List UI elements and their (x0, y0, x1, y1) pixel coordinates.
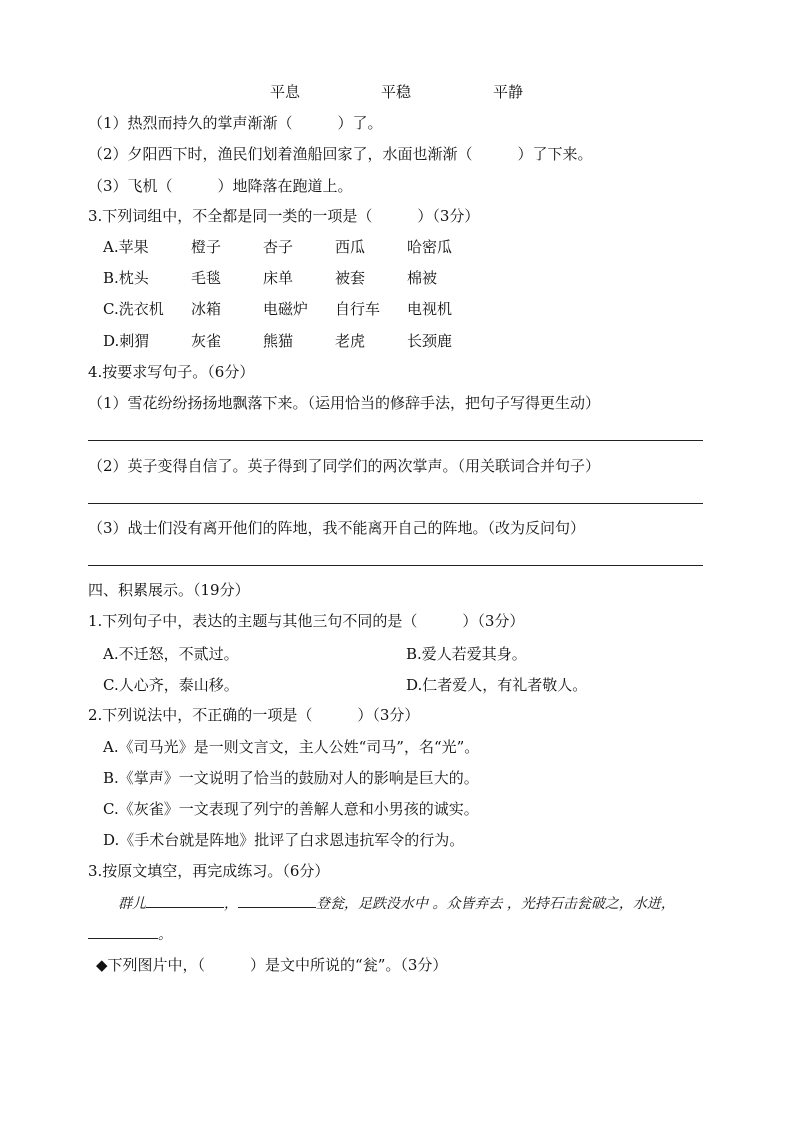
section-heading: 四、积累展示。（19分） (88, 581, 250, 599)
q3-row-b-4: 被套 (335, 269, 366, 287)
q3-row-a-4: 西瓜 (335, 238, 366, 256)
passage-end: 。 (158, 927, 172, 943)
q4-item-3: （3）战士们没有离开他们的阵地，我不能离开自己的阵地。（改为反问句） (88, 519, 586, 537)
s4-q1-option-a: A.不迁怒，不贰过。 (103, 645, 239, 663)
q3-row-d-2: 灰雀 (191, 332, 222, 350)
passage-comma: ， (224, 896, 238, 912)
passage-blank-3[interactable] (88, 924, 158, 939)
q3-row-a-1: A.苹果 (103, 238, 149, 256)
s4-q1-option-d: D.仁者爱人，有礼者敬人。 (406, 676, 588, 694)
s4-q2-option-a: A.《司马光》是一则文言文，主人公姓“司马”，名“光”。 (103, 738, 480, 756)
fill-item-1: （1）热烈而持久的掌声渐渐（ ）了。 (88, 114, 383, 132)
q4-item-2: （2）英子变得自信了。英子得到了同学们的两次掌声。（用关联词合并句子） (88, 457, 601, 475)
q3-row-a-2: 橙子 (191, 238, 222, 256)
word-bank-3: 平静 (493, 83, 524, 101)
s4-q2-option-b: B.《掌声》一文说明了恰当的鼓励对人的影响是巨大的。 (103, 769, 479, 787)
q4-item-1: （1）雪花纷纷扬扬地飘落下来。（运用恰当的修辞手法，把句子写得更生动） (88, 394, 601, 412)
s4-q3-title: 3.按原文填空，再完成练习。（6分） (88, 862, 330, 880)
passage-blank-1[interactable] (146, 893, 224, 908)
word-bank-2: 平稳 (381, 83, 412, 101)
q4-title: 4.按要求写句子。（6分） (88, 363, 255, 381)
q3-row-b-2: 毛毯 (191, 269, 222, 287)
q3-row-c-3: 电磁炉 (263, 300, 309, 318)
q3-row-b-1: B.枕头 (103, 269, 149, 287)
q3-row-a-5: 哈密瓜 (407, 238, 453, 256)
q3-row-d-5: 长颈鹿 (407, 332, 453, 350)
s4-q2-option-c: C.《灰雀》一文表现了列宁的善解人意和小男孩的诚实。 (103, 800, 479, 818)
passage-start: 群儿 (118, 896, 146, 912)
q3-row-b-5: 棉被 (407, 269, 438, 287)
s4-q1-title: 1.下列句子中，表达的主题与其他三句不同的是（ ）（3分） (88, 612, 525, 630)
q3-row-d-4: 老虎 (335, 332, 366, 350)
s4-q2-option-d: D.《手术台就是阵地》批评了白求恩违抗军令的行为。 (103, 831, 465, 849)
q3-title: 3.下列词组中，不全都是同一类的一项是（ ）（3分） (88, 207, 480, 225)
q3-row-c-4: 自行车 (335, 300, 381, 318)
s4-q3-sub-question: ◆下列图片中，（ ）是文中所说的“瓮”。（3分） (96, 956, 448, 974)
s4-q1-option-c: C.人心齐，泰山移。 (103, 676, 239, 694)
passage-blank-2[interactable] (238, 893, 316, 908)
answer-line-1[interactable] (88, 440, 703, 441)
q3-row-b-3: 床单 (263, 269, 294, 287)
answer-line-3[interactable] (88, 565, 703, 566)
q3-row-a-3: 杏子 (263, 238, 294, 256)
s4-q2-title: 2.下列说法中，不正确的一项是（ ）（3分） (88, 706, 420, 724)
answer-line-2[interactable] (88, 503, 703, 504)
passage-line-1 (118, 893, 675, 914)
word-bank-1: 平息 (270, 83, 301, 101)
passage-mid: 登瓮，足跌没水中 。众皆弃去 ，光持石击瓮破之，水迸， (316, 896, 675, 912)
q3-row-d-3: 熊猫 (263, 332, 294, 350)
s4-q1-option-b: B.爱人若爱其身。 (406, 645, 527, 663)
passage-line-2 (88, 924, 172, 945)
q3-row-c-2: 冰箱 (191, 300, 222, 318)
q3-row-c-1: C.洗衣机 (103, 300, 164, 318)
q3-row-d-1: D.刺猬 (103, 332, 150, 350)
q3-row-c-5: 电视机 (407, 300, 453, 318)
fill-item-3: （3）飞机（ ）地降落在跑道上。 (88, 177, 353, 195)
fill-item-2: （2）夕阳西下时，渔民们划着渔船回家了，水面也渐渐（ ）了下来。 (88, 145, 593, 163)
